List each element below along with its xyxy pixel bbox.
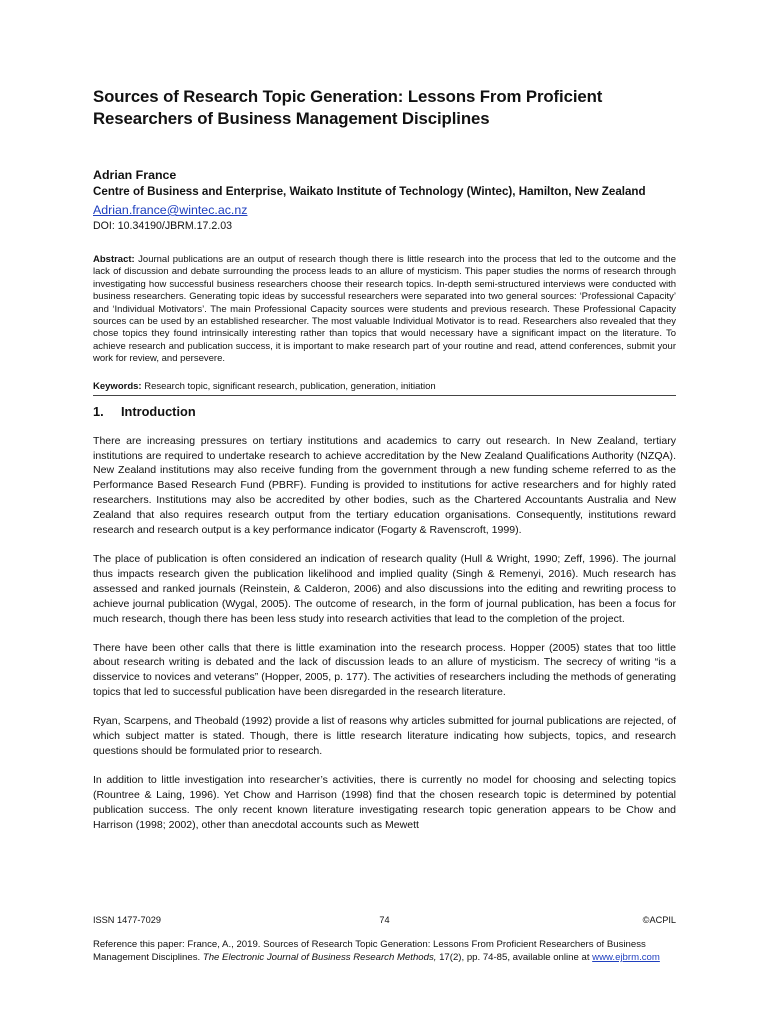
footer-copyright: ©ACPIL bbox=[642, 915, 676, 925]
section-number: 1. bbox=[93, 403, 104, 419]
paper-content bbox=[93, 86, 676, 833]
citation-reference bbox=[93, 938, 676, 964]
keywords-text: Research topic, significant research, publication, generation, initiation bbox=[141, 380, 436, 392]
body-paragraph: In addition to little investigation into researcher’s activities, there is currently no model for choosing and selecting topics (Rountree & Laing, 1996). Yet Chow and Harrison (1998) find that the chosen research topic is determined by potential publication success. The only recent known literature investigating research topic generation appears to be Chow and Harrison (1998; 2002), other than anecdotal accounts such as Mewett bbox=[93, 773, 676, 831]
abstract-text: Journal publications are an output of research though there is little research into the process that led to the outcome and the lack of discussion and debate surrounding the process leads to an allure of mysticism. This paper studies the norms of research through investigating how successful business researchers choose their research topics. In-depth semi-structured interviews were conducted with business researchers. Generating topic ideas by successful researchers were separated into two general sources: ‘Professional Capacity’ and ‘Individual Motivators’. The main Professional Capacity sources were students and previous research. These Professional Capacity sources can be used by an established researcher. The most valuable Individual Motivator is to read. Researchers also revealed that they chose topics they found intrinsically interesting rather than topics that would necessary have a significant impact on the literature. To achieve research and publication success, it is important to make research part of your routine and read, attend conferences, submit your work for review, and persevere. bbox=[93, 254, 676, 365]
doi: DOI: 10.34190/JBRM.17.2.03 bbox=[93, 220, 232, 232]
journal-website-link[interactable]: www.ejbrm.com bbox=[592, 952, 660, 963]
reference-details: 17(2), pp. 74-85, available online at bbox=[436, 952, 593, 963]
author-affiliation: Centre of Business and Enterprise, Waikato Institute of Technology (Wintec), Hamilton, New Zealand bbox=[93, 185, 646, 198]
reference-journal: The Electronic Journal of Business Research Methods, bbox=[202, 952, 437, 963]
abstract-label: Abstract: bbox=[93, 254, 135, 265]
author-email-link[interactable]: Adrian.france@wintec.ac.nz bbox=[93, 203, 248, 217]
paper-title: Sources of Research Topic Generation: Lessons From Proficient Researchers of Business Management Disciplines bbox=[93, 87, 603, 128]
body-paragraph: There have been other calls that there is little examination into the research process. Hopper (2005) states that too little about research writing is debated and the lack of discussion leads to an allure of mysticism. The secrecy of writing “is a disservice to novices and veterans” (Hopper, 2005, p. 177). The activities of researchers including the methods of generating topics that led to successful publication have been disregarded in the research literature. bbox=[93, 641, 676, 699]
section-title: Introduction bbox=[121, 403, 196, 419]
body-paragraph: The place of publication is often considered an indication of research quality (Hull & Wright, 1990; Zeff, 1996). The journal thus impacts research given the publication likelihood and implied quality (Singh & Remenyi, 2016). Much research has assessed and ranked journals (Reinstein, & Calderon, 2006) and also discussions into the editing and rewriting process to achieve journal publication (Wygal, 2005). The outcome of research, in the form of journal publication, has been a focus for much research, though there has been less study into research activities that lead to the completion of the project. bbox=[93, 553, 676, 625]
body-paragraph: There are increasing pressures on tertiary institutions and academics to carry out research. In New Zealand, tertiary institutions are required to undertake research to achieve accreditation by the New Zealand Qualifications Authority (NZQA). New Zealand institutions may also receive funding from the government through a new funding scheme referred to as the Performance Based Research Fund (PBRF). Funding is provided to institutions for active researchers and for highly rated researchers. Institutions may also be accredited by other bodies, such as the Chartered Accountants Australia and New Zealand that also requires research output from the tertiary education organisations. Consequently, institutions reward research and research output is a key performance indicator (Fogarty & Ravenscroft, 1999). bbox=[93, 434, 676, 537]
section-heading bbox=[93, 404, 676, 420]
keywords bbox=[93, 380, 676, 396]
reference-prefix: Reference this paper: France, A., 2019. Sources of Research Topic Generation: Lessons From Proficient Researchers of Business Management Disciplines. bbox=[93, 939, 646, 963]
footer-page-number: 74 bbox=[379, 915, 390, 925]
body-paragraph: Ryan, Scarpens, and Theobald (1992) provide a list of reasons why articles submitted for journal publications are rejected, of which subject matter is stated. Though, there is little research literature indicating how subjects, topics, and research questions should be formulated prior to research. bbox=[93, 715, 676, 757]
keywords-label: Keywords: bbox=[93, 380, 142, 392]
abstract bbox=[93, 254, 676, 366]
footer-issn: ISSN 1477-7029 bbox=[93, 915, 161, 925]
author-name: Adrian France bbox=[93, 168, 177, 182]
